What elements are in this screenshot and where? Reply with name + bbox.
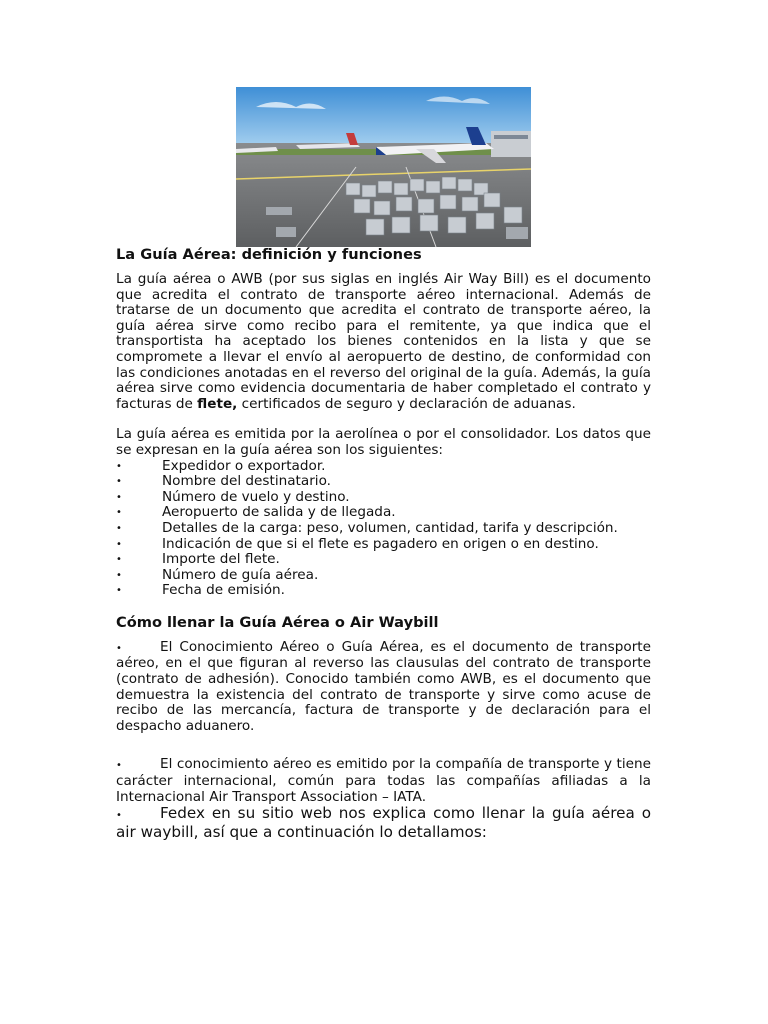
bullet-marker: •: [116, 476, 122, 488]
list-item-text: Importe del flete.: [162, 551, 280, 568]
list-item-text: Nombre del destinatario.: [162, 473, 331, 490]
list-item: [116, 505, 651, 521]
list-item: [116, 805, 651, 841]
bullet-marker: •: [116, 554, 122, 566]
list-item: [116, 583, 651, 599]
paragraph-text: El conocimiento aéreo es emitido por la compañía de transporte y tiene carácter internacional, común para todas las compañías afiliadas a la Internacional Air Transport Association – IATA.: [116, 756, 651, 805]
bullet-marker: •: [116, 491, 122, 503]
section-heading: Cómo llenar la Guía Aérea o Air Waybill: [116, 613, 439, 631]
paragraph-text: El Conocimiento Aéreo o Guía Aérea, es el documento de transporte aéreo, en el que figuran al reverso las clausulas del contrato de transporte (contrato de adhesión). Conocido también como AWB, es el documento que demuestra la existencia del contrato de transporte y sirve como acuse de recibo de las mercancía, factura de transporte y de declaración para el despacho aduanero.: [116, 638, 651, 734]
airport-cargo-photo: [236, 87, 531, 247]
paragraph-text: Fedex en su sitio web nos explica como llenar la guía aérea o air waybill, así que a continuación lo detallamos:: [116, 804, 651, 842]
bullet-marker: •: [116, 507, 122, 519]
list-item: [116, 757, 651, 805]
list-item-text: Detalles de la carga: peso, volumen, cantidad, tarifa y descripción.: [162, 519, 618, 536]
list-item-text: Fecha de emisión.: [162, 582, 285, 599]
list-item-text: Aeropuerto de salida y de llegada.: [162, 504, 396, 521]
intro-text: La guía aérea o AWB (por sus siglas en inglés Air Way Bill) es el documento que acredita el contrato de transporte aéreo internacional. Además de tratarse de un documento que acredita el contrato de transporte aéreo, la guía aérea sirve como recibo para el remitente, ya que indica que el transportista ha aceptado los bienes contenidos en la lista y que se compromete a llevar el envío al aeropuerto de destino, de conformidad con las condiciones anotadas en el reverso del original de la guía. Además, la guía aérea sirve como evidencia documentaria de haber completado el contrato y facturas de: [116, 271, 651, 412]
bullet-marker: •: [116, 585, 122, 597]
intro-paragraph: [116, 272, 651, 412]
list-item-text: Expedidor o exportador.: [162, 457, 326, 474]
list-item: [116, 640, 651, 735]
list-item: [116, 474, 651, 490]
bullet-marker: •: [116, 522, 122, 534]
list-item-text: Número de vuelo y destino.: [162, 488, 350, 505]
page-title: La Guía Aérea: definición y funciones: [116, 246, 422, 263]
data-intro-paragraph: La guía aérea es emitida por la aerolínea o por el consolidador. Los datos que se expresan en la guía aérea son los siguientes:: [116, 426, 651, 458]
data-fields-list: [116, 459, 651, 599]
list-item: [116, 521, 651, 537]
list-item: [116, 537, 651, 553]
list-item: [116, 459, 651, 475]
bullet-marker: •: [116, 569, 122, 581]
list-item: [116, 568, 651, 584]
list-item: [116, 490, 651, 506]
article-body: [116, 246, 651, 841]
bullet-marker: •: [116, 460, 122, 472]
intro-text-end: certificados de seguro y declaración de aduanas.: [237, 395, 576, 412]
bullet-marker: •: [116, 538, 122, 550]
bullet-marker: •: [116, 760, 122, 772]
list-item: [116, 552, 651, 568]
list-item-text: Indicación de que si el flete es pagadero en origen o en destino.: [162, 535, 599, 552]
bullet-marker: •: [116, 642, 122, 654]
intro-bold-term: flete,: [197, 395, 238, 412]
list-item-text: Número de guía aérea.: [162, 566, 319, 583]
bullet-marker: •: [116, 810, 122, 822]
